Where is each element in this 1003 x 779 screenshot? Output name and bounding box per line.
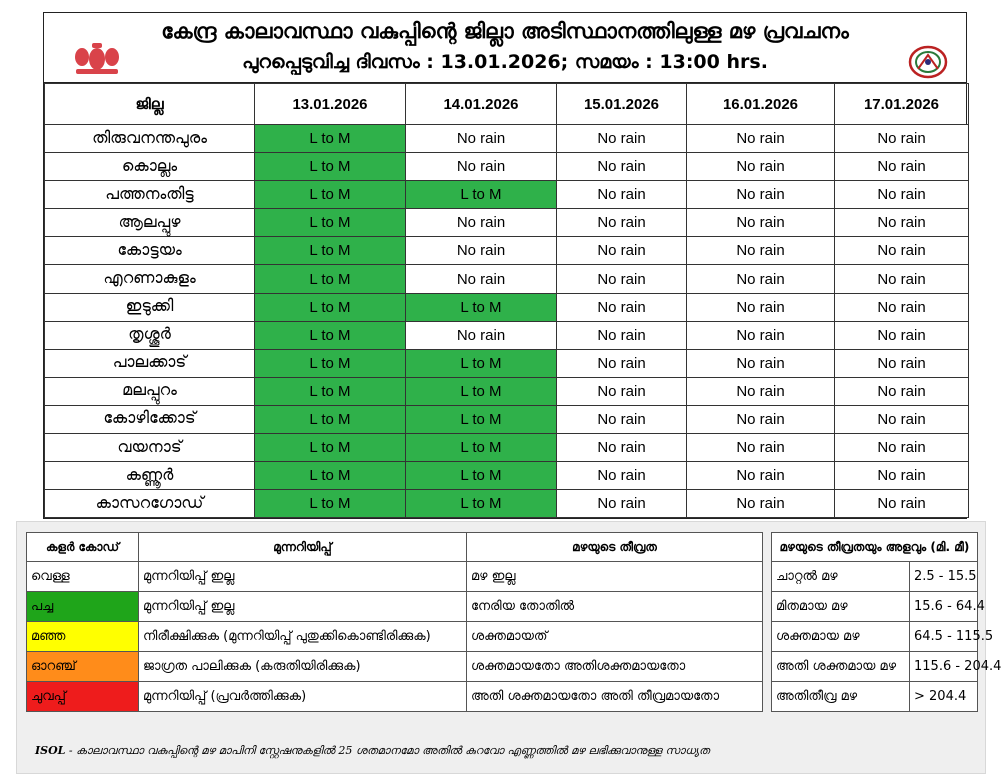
date-column-header: 14.01.2026 — [406, 84, 557, 125]
forecast-cell: No rain — [557, 434, 687, 462]
scale-label: അതിതീവ്ര മഴ — [772, 682, 910, 712]
color-swatch-label: ചുവപ്പ് — [27, 682, 139, 712]
district-name: കോഴിക്കോട് — [45, 405, 255, 433]
scale-range: 2.5 - 15.5 — [910, 562, 978, 592]
forecast-cell: No rain — [687, 490, 835, 518]
forecast-cell: L to M — [255, 237, 406, 265]
forecast-cell: No rain — [687, 125, 835, 153]
forecast-cell: No rain — [557, 209, 687, 237]
forecast-cell: No rain — [406, 125, 557, 153]
forecast-cell: No rain — [557, 405, 687, 433]
forecast-cell: No rain — [406, 209, 557, 237]
forecast-cell: L to M — [255, 153, 406, 181]
intensity-text: ശക്തമായതോ അതിശക്തമായതോ — [467, 652, 763, 682]
table-row — [45, 209, 969, 237]
forecast-cell: No rain — [557, 125, 687, 153]
forecast-cell: No rain — [557, 377, 687, 405]
color-code-legend — [26, 532, 763, 712]
forecast-cell: No rain — [835, 321, 969, 349]
scale-row — [772, 652, 978, 682]
forecast-cell: L to M — [255, 462, 406, 490]
table-row — [45, 125, 969, 153]
forecast-cell: No rain — [687, 265, 835, 293]
forecast-cell: No rain — [687, 237, 835, 265]
warning-header: മുന്നറിയിപ്പ് — [139, 533, 467, 562]
scale-range: 15.6 - 64.4 — [910, 592, 978, 622]
forecast-cell: L to M — [406, 490, 557, 518]
imd-logo-icon — [906, 43, 950, 81]
scale-row — [772, 622, 978, 652]
forecast-cell: No rain — [835, 209, 969, 237]
forecast-cell: L to M — [255, 181, 406, 209]
table-row — [45, 405, 969, 433]
table-row — [45, 153, 969, 181]
district-name: പാലക്കാട് — [45, 349, 255, 377]
scale-row — [772, 682, 978, 712]
intensity-header: മഴയുടെ തീവ്രത — [467, 533, 763, 562]
legend-row — [27, 622, 763, 652]
forecast-cell: L to M — [255, 209, 406, 237]
forecast-cell: No rain — [557, 462, 687, 490]
scale-label: അതി ശക്തമായ മഴ — [772, 652, 910, 682]
district-name: തൃശ്ശൂർ — [45, 321, 255, 349]
forecast-cell: No rain — [687, 405, 835, 433]
forecast-cell: L to M — [255, 490, 406, 518]
forecast-cell: L to M — [406, 434, 557, 462]
forecast-cell: No rain — [557, 490, 687, 518]
forecast-cell: No rain — [557, 265, 687, 293]
legend-row — [27, 652, 763, 682]
isol-definition: - കാലാവസ്ഥാ വകുപ്പിന്റെ മഴ മാപിനി സ്റ്റേഷനുകളിൽ 25 ശതമാനമോ അതിൽ കുറവോ എണ്ണത്തിൽ മഴ ലഭിക്കുവാനുള്ള സാധ്യത — [65, 744, 710, 757]
forecast-cell: No rain — [687, 181, 835, 209]
forecast-cell: No rain — [557, 181, 687, 209]
forecast-cell: L to M — [255, 125, 406, 153]
forecast-cell: No rain — [687, 293, 835, 321]
forecast-cell: No rain — [557, 293, 687, 321]
forecast-cell: No rain — [406, 153, 557, 181]
forecast-cell: No rain — [835, 265, 969, 293]
intensity-text: നേരിയ തോതിൽ — [467, 592, 763, 622]
forecast-cell: No rain — [687, 462, 835, 490]
table-row — [45, 293, 969, 321]
forecast-cell: No rain — [557, 321, 687, 349]
legend-header-row — [27, 533, 763, 562]
scale-label: മിതമായ മഴ — [772, 592, 910, 622]
forecast-cell: No rain — [557, 153, 687, 181]
intensity-text: മഴ ഇല്ല — [467, 562, 763, 592]
forecast-cell: L to M — [255, 405, 406, 433]
forecast-cell: No rain — [835, 405, 969, 433]
date-column-header: 15.01.2026 — [557, 84, 687, 125]
forecast-cell: No rain — [835, 490, 969, 518]
forecast-cell: L to M — [255, 321, 406, 349]
forecast-cell: No rain — [687, 153, 835, 181]
forecast-cell: L to M — [255, 349, 406, 377]
district-name: ഇടുക്കി — [45, 293, 255, 321]
forecast-cell: L to M — [255, 293, 406, 321]
forecast-cell: No rain — [835, 125, 969, 153]
scale-label: ശക്തമായ മഴ — [772, 622, 910, 652]
scale-label: ചാറ്റൽ മഴ — [772, 562, 910, 592]
table-row — [45, 237, 969, 265]
forecast-header — [44, 13, 966, 83]
isol-term: ISOL — [35, 744, 66, 757]
forecast-cell: No rain — [687, 349, 835, 377]
warning-text: മുന്നറിയിപ്പ് ഇല്ല — [139, 592, 467, 622]
color-swatch-label: മഞ്ഞ — [27, 622, 139, 652]
forecast-cell: No rain — [835, 434, 969, 462]
forecast-header-row — [45, 84, 969, 125]
table-row — [45, 434, 969, 462]
isol-footnote — [35, 744, 975, 758]
date-column-header: 17.01.2026 — [835, 84, 969, 125]
forecast-cell: No rain — [557, 349, 687, 377]
forecast-cell: No rain — [687, 434, 835, 462]
warning-text: നിരീക്ഷിക്കുക (മുന്നറിയിപ്പ് പുതുക്കികൊണ്ടിരിക്കുക) — [139, 622, 467, 652]
intensity-text: അതി ശക്തമായതോ അതി തീവ്രമായതോ — [467, 682, 763, 712]
intensity-text: ശക്തമായത് — [467, 622, 763, 652]
scale-range: > 204.4 — [910, 682, 978, 712]
forecast-cell: No rain — [835, 181, 969, 209]
warning-text: ജാഗ്രത പാലിക്കുക (കരുതിയിരിക്കുക) — [139, 652, 467, 682]
legend-row — [27, 562, 763, 592]
scale-header-row — [772, 533, 978, 562]
legend-row — [27, 592, 763, 622]
forecast-cell: No rain — [406, 265, 557, 293]
table-row — [45, 462, 969, 490]
forecast-cell: L to M — [406, 377, 557, 405]
legend-panel — [16, 521, 1002, 774]
forecast-cell: No rain — [557, 237, 687, 265]
forecast-cell: No rain — [406, 321, 557, 349]
district-name: എറണാകുളം — [45, 265, 255, 293]
table-row — [45, 265, 969, 293]
forecast-cell: No rain — [835, 377, 969, 405]
warning-text: മുന്നറിയിപ്പ് (പ്രവർത്തിക്കുക) — [139, 682, 467, 712]
page-title: കേന്ദ്ര കാലാവസ്ഥാ വകുപ്പിന്റെ ജില്ലാ അടിസ്ഥാനത്തിലുള്ള മഴ പ്രവചനം — [161, 19, 849, 43]
color-swatch-label: പച്ച — [27, 592, 139, 622]
district-name: കൊല്ലം — [45, 153, 255, 181]
scale-row — [772, 592, 978, 622]
district-name: വയനാട് — [45, 434, 255, 462]
forecast-cell: No rain — [835, 237, 969, 265]
forecast-cell: No rain — [835, 293, 969, 321]
forecast-cell: L to M — [255, 434, 406, 462]
forecast-cell: L to M — [406, 181, 557, 209]
forecast-cell: No rain — [687, 321, 835, 349]
warning-text: മുന്നറിയിപ്പ് ഇല്ല — [139, 562, 467, 592]
district-name: കാസറഗോഡ് — [45, 490, 255, 518]
date-column-header: 16.01.2026 — [687, 84, 835, 125]
table-row — [45, 490, 969, 518]
forecast-cell: No rain — [687, 209, 835, 237]
forecast-cell: No rain — [835, 153, 969, 181]
forecast-cell: L to M — [255, 265, 406, 293]
forecast-cell: No rain — [835, 349, 969, 377]
table-row — [45, 181, 969, 209]
color-swatch-label: വെള്ള — [27, 562, 139, 592]
forecast-panel — [43, 12, 967, 519]
district-name: മലപ്പുറം — [45, 377, 255, 405]
district-name: ആലപ്പുഴ — [45, 209, 255, 237]
table-row — [45, 349, 969, 377]
scale-header: മഴയുടെ തീവ്രതയും അളവും (മി. മീ) — [772, 533, 978, 562]
scale-row — [772, 562, 978, 592]
district-name: പത്തനംതിട്ട — [45, 181, 255, 209]
issue-datetime: പുറപ്പെടുവിച്ച ദിവസം : 13.01.2026; സമയം : 13:00 hrs. — [242, 51, 768, 73]
forecast-cell: L to M — [406, 405, 557, 433]
intensity-scale-table — [771, 532, 1002, 712]
color-swatch-label: ഓറഞ്ച് — [27, 652, 139, 682]
scale-range: 115.6 - 204.4 — [910, 652, 978, 682]
forecast-cell: No rain — [835, 462, 969, 490]
legend-row — [27, 682, 763, 712]
forecast-cell: L to M — [255, 377, 406, 405]
district-name: കണ്ണൂർ — [45, 462, 255, 490]
forecast-cell: No rain — [406, 237, 557, 265]
color-code-header: കളർ കോഡ് — [27, 533, 139, 562]
forecast-table — [44, 83, 969, 518]
district-name: തിരുവനന്തപുരം — [45, 125, 255, 153]
forecast-cell: L to M — [406, 293, 557, 321]
forecast-cell: L to M — [406, 462, 557, 490]
table-row — [45, 321, 969, 349]
table-row — [45, 377, 969, 405]
date-column-header: 13.01.2026 — [255, 84, 406, 125]
district-name: കോട്ടയം — [45, 237, 255, 265]
forecast-cell: No rain — [687, 377, 835, 405]
forecast-cell: L to M — [406, 349, 557, 377]
district-column-header: ജില്ല — [45, 84, 255, 125]
scale-range: 64.5 - 115.5 — [910, 622, 978, 652]
